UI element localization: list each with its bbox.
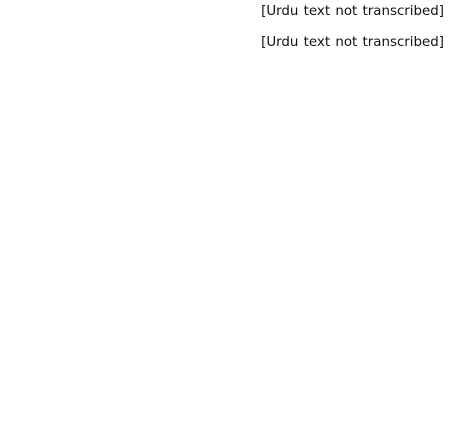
paragraph-1: [Urdu text not transcribed] [261, 4, 444, 19]
paragraph-2: [Urdu text not transcribed] [261, 34, 444, 50]
